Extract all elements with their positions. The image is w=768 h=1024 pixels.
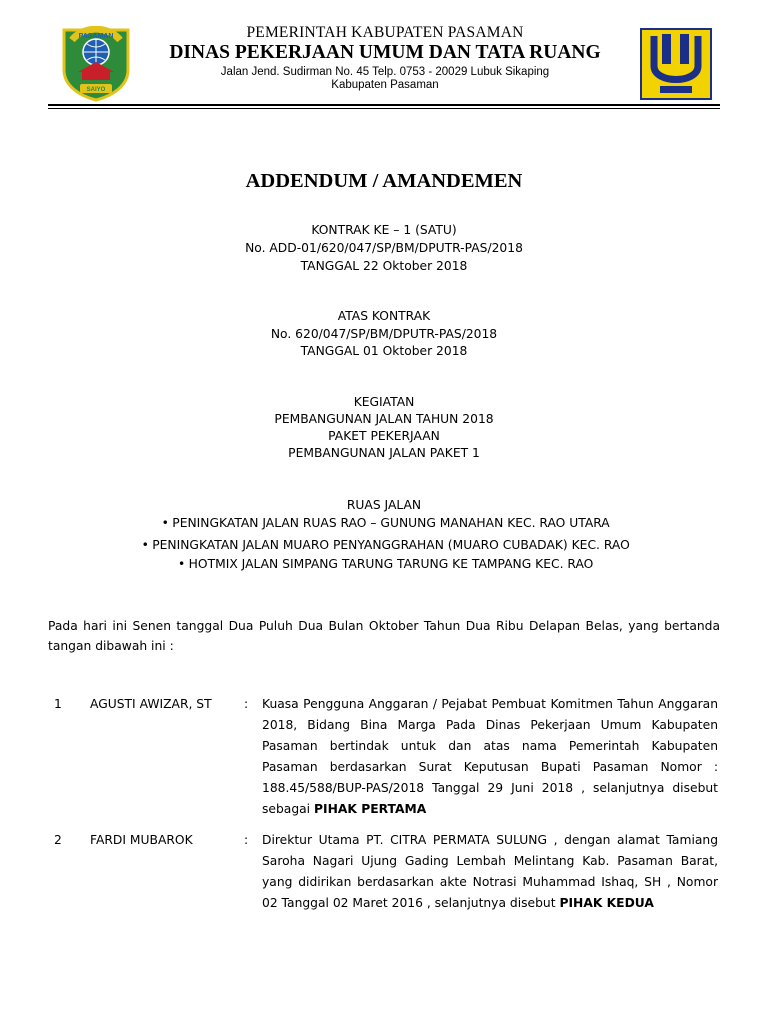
emblem-motto-text: SAIYO [86, 87, 106, 93]
agency-region: Kabupaten Pasaman [331, 79, 439, 91]
contract-line-1: KONTRAK KE – 1 (SATU) [311, 223, 457, 237]
party-number: 2 [54, 833, 62, 847]
package-heading: PAKET PEKERJAAN [328, 429, 440, 443]
intro-paragraph: Pada hari ini Senen tanggal Dua Puluh Dua Bulan Oktober Tahun Dua Ribu Delapan Belas, yang bertanda tangan dibawah ini : [48, 619, 720, 653]
package-name: PEMBANGUNAN JALAN PAKET 1 [288, 446, 480, 460]
contract-date: TANGGAL 22 Oktober 2018 [300, 259, 468, 273]
party-description [262, 694, 718, 820]
document-title: ADDENDUM / AMANDEMEN [245, 170, 523, 192]
bullet-icon: • [141, 538, 149, 552]
government-name: PEMERINTAH KABUPATEN PASAMAN [246, 24, 524, 41]
party-designation: PIHAK KEDUA [559, 896, 654, 910]
contract-number: No. ADD-01/620/047/SP/BM/DPUTR-PAS/2018 [245, 241, 523, 255]
party-description-text: Direktur Utama PT. CITRA PERMATA SULUNG , dengan alamat Tamiang Saroha Nagari Ujung Gading Lembah Melintang Kab. Pasaman Barat, yang didirikan berdasarkan akte Notrasi Muhammad Ishaq, SH , Nomor 02 Tanggal 02 Maret 2016 , selanjutnya disebut [262, 833, 718, 910]
roads-heading: RUAS JALAN [346, 498, 422, 512]
party-designation: PIHAK PERTAMA [313, 802, 427, 816]
road-item [64, 556, 704, 573]
party-colon: : [244, 697, 249, 711]
bullet-icon: • [178, 557, 186, 571]
party-name: AGUSTI AWIZAR, ST [90, 697, 212, 711]
letterhead-divider-thick [48, 104, 720, 106]
agency-address: Jalan Jend. Sudirman No. 45 Telp. 0753 - 20029 Lubuk Sikaping [220, 66, 550, 78]
agency-name: DINAS PEKERJAAN UMUM DAN TATA RUANG [169, 42, 601, 63]
emblem-banner-text: PASAMAN [78, 33, 114, 40]
party-number: 1 [54, 697, 62, 711]
activity-heading: KEGIATAN [353, 395, 415, 409]
road-item-text: HOTMIX JALAN SIMPANG TARUNG TARUNG KE TAMPANG KEC. RAO [188, 557, 594, 571]
road-item [64, 537, 704, 554]
public-works-ministry-logo-icon [640, 28, 712, 100]
road-item [64, 515, 704, 532]
pasaman-regency-emblem-icon [60, 26, 132, 102]
activity-name: PEMBANGUNAN JALAN TAHUN 2018 [274, 412, 494, 426]
party-name: FARDI MUBAROK [90, 833, 193, 847]
party-description [262, 830, 718, 914]
base-contract-number: No. 620/047/SP/BM/DPUTR-PAS/2018 [270, 327, 498, 341]
base-contract-heading: ATAS KONTRAK [337, 309, 431, 323]
road-item-text: PENINGKATAN JALAN RUAS RAO – GUNUNG MANAHAN KEC. RAO UTARA [172, 516, 610, 530]
road-item-text: PENINGKATAN JALAN MUARO PENYANGGRAHAN (MUARO CUBADAK) KEC. RAO [152, 538, 630, 552]
base-contract-date: TANGGAL 01 Oktober 2018 [300, 344, 468, 358]
party-description-text: Kuasa Pengguna Anggaran / Pejabat Pembuat Komitmen Tahun Anggaran 2018, Bidang Bina Marga Pada Dinas Pekerjaan Umum Kabupaten Pasaman bertindak untuk dan atas nama Pemerintah Kabupaten Pasaman berdasarkan Surat Keputusan Bupati Pasaman Nomor : 188.45/588/BUP-PAS/2018 Tanggal 29 Juni 2018 , selanjutnya disebut sebagai [262, 697, 718, 816]
party-colon: : [244, 833, 249, 847]
letterhead-divider-thin [48, 108, 720, 109]
bullet-icon: • [161, 516, 169, 530]
